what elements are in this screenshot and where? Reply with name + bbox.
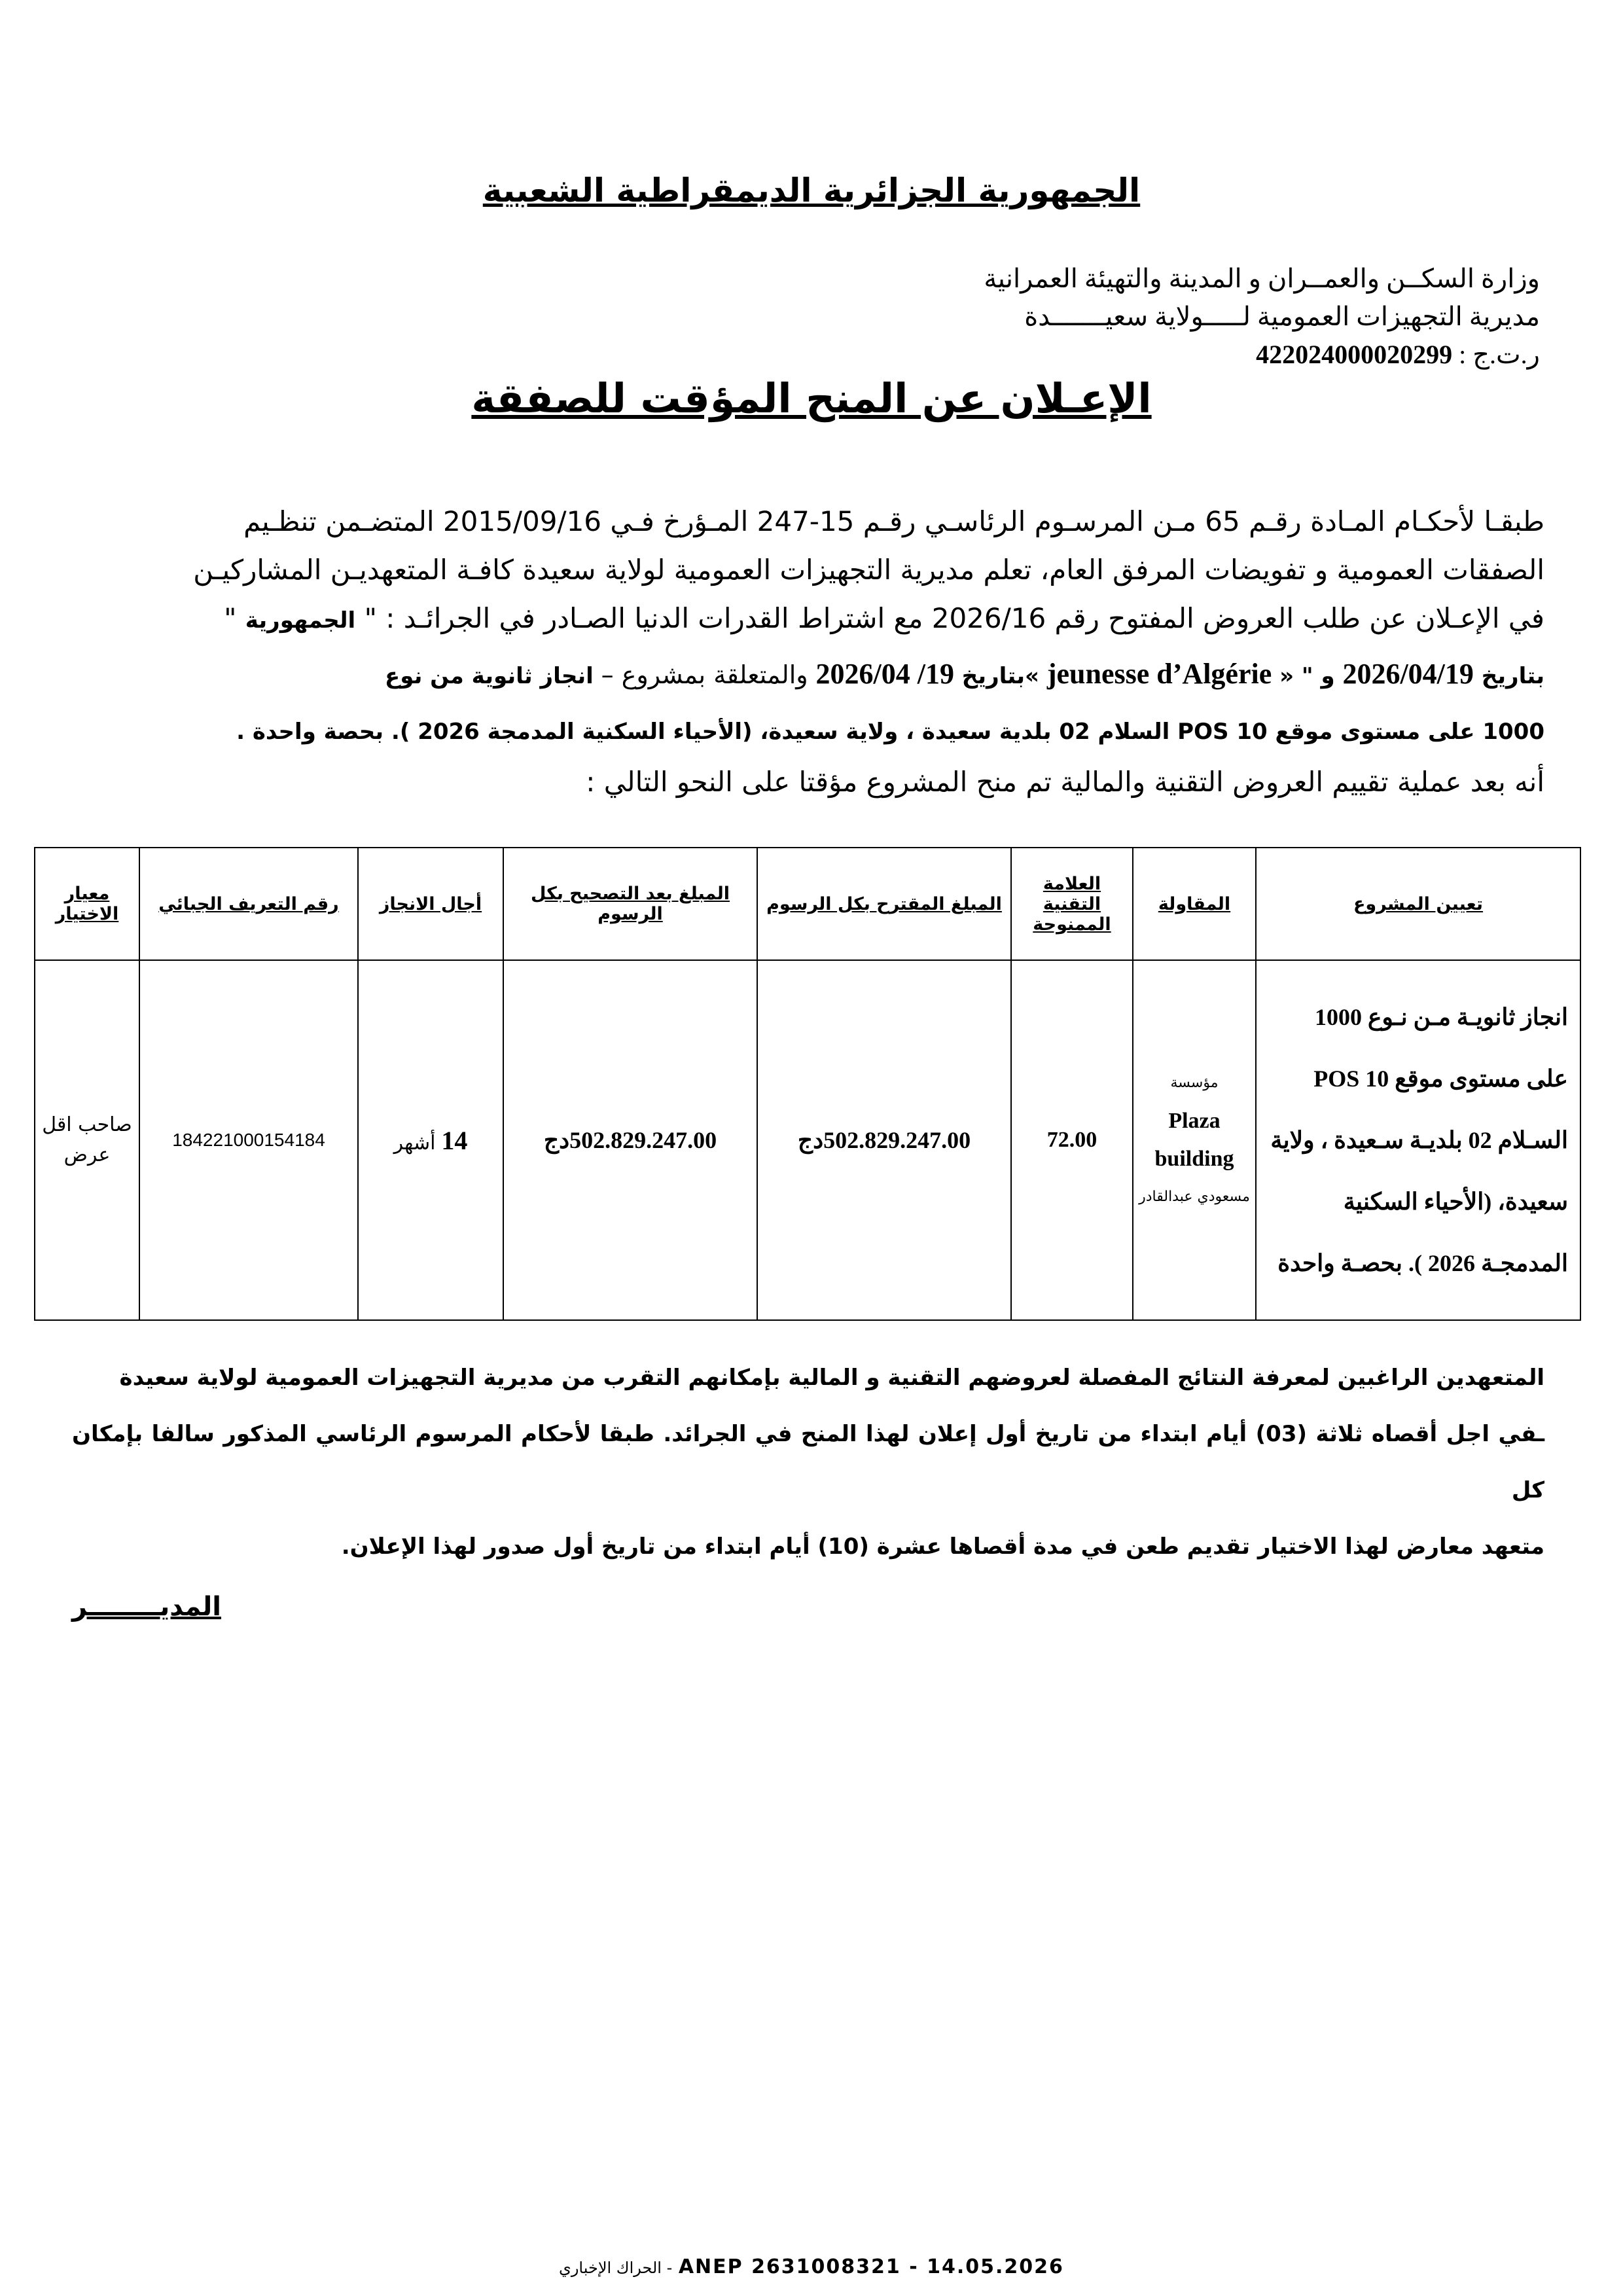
project-name-start: انجاز ثانوية من نوع [385, 663, 594, 689]
notice-line-2: ـفي اجل أقصاه ثلاثة (03) أيام ابتداء من تاريخ أول إعلان لهذا المنح في الجرائد. طبقا لأحكام المرسوم الرئاسي المذكور سالفا بإمكان كل [72, 1421, 1545, 1503]
body-line-5: 1000 على مستوى موقع 10 POS السلام 02 بلدية سعيدة ، ولاية سعيدة، (الأحياء السكنية المدمجة 2026 ). بحصة واحدة . [236, 719, 1544, 745]
footer-publisher: الحراك الإخباري - [559, 2259, 673, 2277]
nif-label: ر.ت.ج : [1459, 340, 1540, 369]
footer [0, 2255, 1623, 2278]
cell-duration [358, 960, 503, 1320]
body-line-3-end: " [224, 602, 237, 634]
newspaper-1: الجمهورية [245, 607, 356, 634]
header-duration: أجال الانجاز [358, 848, 503, 960]
header-score: العلامة التقنية الممنوحة [1011, 848, 1133, 960]
cell-proposed-amount: 502.829.247.00دج [757, 960, 1011, 1320]
notice-line-1: المتعهدين الراغبين لمعرفة النتائج المفصلة لعروضهم التقنية و المالية بإمكانهم التقرب من مديرية التجهيزات العمومية لولاية سعيدة [119, 1365, 1544, 1391]
cell-tax-id: 184221000154184 [139, 960, 358, 1320]
contractor-prefix: مؤسسة [1170, 1075, 1219, 1091]
header-tax-id: رقم التعريف الجبائي [139, 848, 358, 960]
table-row [35, 960, 1580, 1320]
header-proposed-amount: المبلغ المقترح بكل الرسوم [757, 848, 1011, 960]
date-label-2: »بتاريخ [961, 663, 1040, 689]
conj: و " « [1279, 663, 1335, 689]
cell-contractor [1133, 960, 1256, 1320]
publication-date-1: 2026/04/19 [1342, 658, 1474, 690]
table-header-row [35, 848, 1580, 960]
cell-score: 72.00 [1011, 960, 1133, 1320]
body-line-6: أنه بعد عملية تقييم العروض التقنية والمالية تم منح المشروع مؤقتا على النحو التالي : [586, 766, 1544, 798]
announcement-body [79, 497, 1544, 806]
director-signature: المديــــــــر [72, 1592, 221, 1622]
header-corrected-amount: المبلغ بعد التصحيح بكل الرسوم [503, 848, 757, 960]
ministry-name: وزارة السكــن والعمــران و المدينة والتهيئة العمرانية [984, 264, 1540, 293]
body-line-3 [79, 594, 1544, 645]
body-line-1: طبقـا لأحكـام المـادة رقـم 65 مـن المرسـوم الرئاسـي رقـم 15-247 المـؤرخ فـي 2015/09/16 المتضـمن تنظـيم [243, 505, 1544, 537]
header-project: تعيين المشروع [1256, 848, 1580, 960]
cell-corrected-amount: 502.829.247.00دج [503, 960, 757, 1320]
body-line-3-text: في الإعـلان عن طلب العروض المفتوح رقم 2026/16 مع اشتراط القدرات الدنيا الصـادر في الجرائـد : " [364, 602, 1544, 634]
contractor-name: Plaza building [1154, 1109, 1234, 1171]
republic-heading: الجمهورية الجزائرية الديمقراطية الشعبية [482, 171, 1141, 209]
notice-line-3: متعهد معارض لهذا الاختيار تقديم طعن في مدة أقصاها عشرة (10) أيام ابتداء من تاريخ أول صدور لهذا الإعلان. [341, 1534, 1544, 1560]
award-table [34, 847, 1581, 1321]
document-title: الإعـلان عن المنح المؤقت للصفقة [471, 374, 1152, 422]
appeal-notice [72, 1350, 1544, 1575]
newspaper-2: jeunesse d’Algérie [1046, 658, 1272, 690]
project-intro: والمتعلقة بمشروع – [601, 660, 808, 689]
duration-unit: أشهر [393, 1131, 436, 1155]
cell-project: انجاز ثانويـة مـن نـوع 1000 على مستوى موقع 10 POS السـلام 02 بلديـة سـعيدة ، ولاية سعيدة، (الأحياء السكنية المدمجـة 2026 ). بحصـة واحدة [1256, 960, 1580, 1320]
directorate-name: مديرية التجهيزات العمومية لـــــولاية سعيـــــــدة [1024, 302, 1540, 331]
cell-criteria: صاحب اقل عرض [35, 960, 139, 1320]
header-contractor: المقاولة [1133, 848, 1256, 960]
date-label-1: بتاريخ [1481, 663, 1544, 689]
contractor-owner: مسعودي عبدالقادر [1139, 1189, 1250, 1205]
duration-number: 14 [441, 1125, 468, 1155]
publication-date-2: 19/ 2026/04 [815, 658, 954, 690]
body-line-2: الصفقات العمومية و تفويضات المرفق العام، تعلم مديرية التجهيزات العمومية لولاية سعيدة كافـة المتعهديـن المشاركيـن [193, 554, 1544, 586]
header-criteria: معيار الاختيار [35, 848, 139, 960]
footer-code: ANEP 2631008321 - 14.05.2026 [678, 2255, 1064, 2278]
nif-value: 422024000020299 [1256, 340, 1453, 369]
tax-registration [1256, 336, 1540, 373]
body-line-4 [79, 645, 1544, 706]
